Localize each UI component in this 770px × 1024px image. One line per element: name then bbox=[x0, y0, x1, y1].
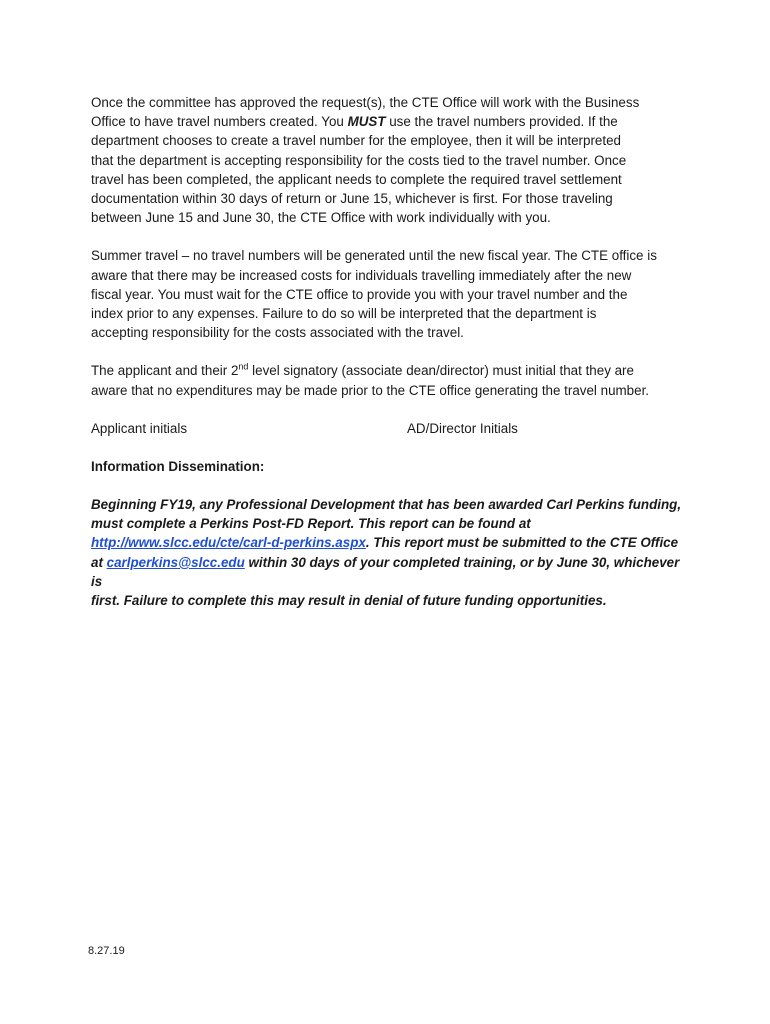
ordinal-superscript: nd bbox=[238, 361, 249, 372]
paragraph-travel-numbers bbox=[91, 93, 683, 227]
emphasis-must: MUST bbox=[347, 114, 386, 130]
text-line bbox=[91, 361, 683, 380]
text-line: fiscal year. You must wait for the CTE office to provide you with your travel number and the bbox=[91, 286, 628, 302]
text-line: aware that no expenditures may be made prior to the CTE office generating the travel number. bbox=[91, 382, 650, 398]
text-line: documentation within 30 days of return or June 15, whichever is first. For those traveling bbox=[91, 191, 613, 207]
text-span: The applicant and their 2 bbox=[91, 363, 239, 379]
text-line: Summer travel – no travel numbers will be generated until the new fiscal year. The CTE office is bbox=[91, 248, 657, 264]
text-line bbox=[91, 112, 683, 131]
text-line bbox=[91, 533, 683, 552]
text-span: within 30 days of your completed training, or by June 30, whichever is bbox=[91, 554, 680, 589]
text-line: aware that there may be increased costs for individuals travelling immediately after the new bbox=[91, 267, 632, 283]
perkins-report-link[interactable]: http://www.slcc.edu/cte/carl-d-perkins.aspx bbox=[91, 535, 366, 551]
perkins-notice bbox=[91, 495, 683, 610]
text-line: accepting responsibility for the costs associated with the travel. bbox=[91, 325, 464, 341]
text-line: index prior to any expenses. Failure to do so will be interpreted that the department is bbox=[91, 306, 597, 322]
text-span: use the travel numbers provided. If the bbox=[385, 114, 618, 130]
document-body bbox=[91, 93, 683, 610]
text-span: at bbox=[91, 554, 107, 570]
initials-row bbox=[91, 419, 683, 438]
footer-date: 8.27.19 bbox=[88, 945, 125, 957]
text-line: first. Failure to complete this may result in denial of future funding opportunities. bbox=[91, 593, 607, 609]
section-heading: Information Dissemination: bbox=[91, 458, 265, 474]
text-line: travel has been completed, the applicant needs to complete the required travel settlement bbox=[91, 171, 622, 187]
text-span: level signatory (associate dean/director) must initial that they are bbox=[248, 363, 634, 379]
paragraph-signatory bbox=[91, 361, 683, 399]
text-span: Office to have travel numbers created. You bbox=[91, 114, 348, 130]
email-link[interactable]: carlperkins@slcc.edu bbox=[106, 554, 245, 570]
text-span: . This report must be submitted to the CTE Office bbox=[365, 535, 679, 551]
applicant-initials-label: Applicant initials bbox=[91, 420, 188, 436]
text-line: department chooses to create a travel number for the employee, then it will be interpreted bbox=[91, 133, 621, 149]
text-line: that the department is accepting responsibility for the costs tied to the travel number. Once bbox=[91, 152, 627, 168]
text-line: Beginning FY19, any Professional Development that has been awarded Carl Perkins funding, bbox=[91, 497, 682, 513]
director-initials-label: AD/Director Initials bbox=[407, 420, 518, 436]
text-line: between June 15 and June 30, the CTE Office with work individually with you. bbox=[91, 210, 551, 226]
text-line: must complete a Perkins Post-FD Report. This report can be found at bbox=[91, 516, 531, 532]
paragraph-summer-travel bbox=[91, 246, 683, 342]
text-line bbox=[91, 553, 683, 591]
text-line: Once the committee has approved the request(s), the CTE Office will work with the Business bbox=[91, 95, 640, 110]
